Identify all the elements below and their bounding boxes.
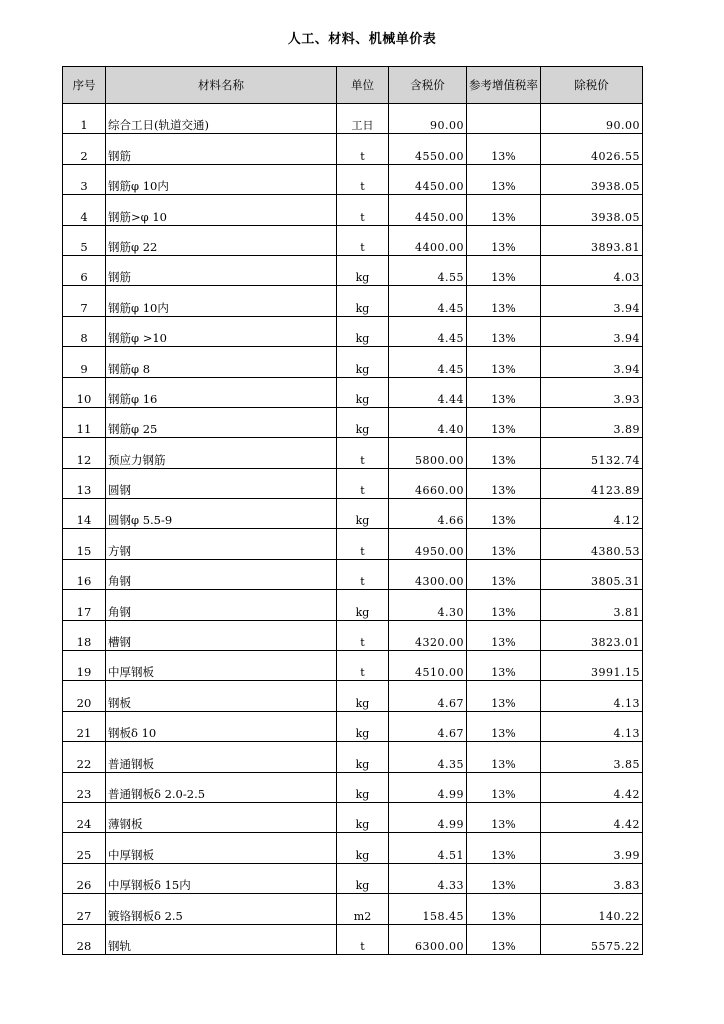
- cell-price-tax: 4660.00: [389, 468, 467, 498]
- cell-vat-rate: 13%: [467, 225, 541, 255]
- header-row: [63, 67, 643, 104]
- cell-price-ex: 4.42: [541, 802, 643, 832]
- cell-unit: t: [337, 438, 389, 468]
- cell-no: 26: [63, 863, 106, 893]
- table-row: [63, 407, 643, 437]
- cell-price-ex: 4.03: [541, 255, 643, 285]
- cell-name: 钢筋: [106, 134, 337, 164]
- cell-no: 28: [63, 924, 106, 954]
- cell-unit: t: [337, 164, 389, 194]
- cell-unit: kg: [337, 772, 389, 802]
- cell-no: 27: [63, 894, 106, 924]
- cell-vat-rate: 13%: [467, 164, 541, 194]
- table-row: [63, 255, 643, 285]
- table-row: [63, 620, 643, 650]
- cell-vat-rate: 13%: [467, 651, 541, 681]
- table-row: [63, 529, 643, 559]
- table-row: [63, 894, 643, 924]
- table-row: [63, 772, 643, 802]
- cell-price-ex: 3.81: [541, 590, 643, 620]
- cell-price-ex: 3991.15: [541, 651, 643, 681]
- cell-unit: kg: [337, 711, 389, 741]
- cell-price-tax: 4.35: [389, 742, 467, 772]
- cell-name: 圆钢: [106, 468, 337, 498]
- cell-price-tax: 4950.00: [389, 529, 467, 559]
- cell-price-tax: 4.40: [389, 407, 467, 437]
- cell-vat-rate: 13%: [467, 681, 541, 711]
- cell-name: 钢筋φ 22: [106, 225, 337, 255]
- cell-price-ex: 4.12: [541, 499, 643, 529]
- cell-price-ex: 5575.22: [541, 924, 643, 954]
- cell-price-tax: 90.00: [389, 104, 467, 134]
- cell-unit: t: [337, 620, 389, 650]
- cell-no: 24: [63, 802, 106, 832]
- cell-price-ex: 4123.89: [541, 468, 643, 498]
- cell-unit: t: [337, 924, 389, 954]
- cell-unit: kg: [337, 499, 389, 529]
- cell-no: 11: [63, 407, 106, 437]
- cell-name: 钢筋φ >10: [106, 316, 337, 346]
- cell-name: 钢轨: [106, 924, 337, 954]
- table-row: [63, 468, 643, 498]
- cell-vat-rate: 13%: [467, 863, 541, 893]
- cell-price-tax: 4400.00: [389, 225, 467, 255]
- cell-name: 方钢: [106, 529, 337, 559]
- cell-price-tax: 4.67: [389, 681, 467, 711]
- cell-name: 中厚钢板δ 15内: [106, 863, 337, 893]
- cell-name: 普通钢板: [106, 742, 337, 772]
- cell-vat-rate: 13%: [467, 590, 541, 620]
- cell-name: 普通钢板δ 2.0-2.5: [106, 772, 337, 802]
- cell-price-ex: 4026.55: [541, 134, 643, 164]
- cell-price-ex: 3.99: [541, 833, 643, 863]
- cell-price-ex: 3.94: [541, 316, 643, 346]
- cell-price-ex: 3893.81: [541, 225, 643, 255]
- cell-name: 薄钢板: [106, 802, 337, 832]
- cell-price-ex: 3.94: [541, 347, 643, 377]
- cell-no: 6: [63, 255, 106, 285]
- cell-price-tax: 4510.00: [389, 651, 467, 681]
- cell-price-tax: 4.44: [389, 377, 467, 407]
- cell-unit: 工日: [337, 104, 389, 134]
- cell-vat-rate: 13%: [467, 255, 541, 285]
- cell-price-ex: 90.00: [541, 104, 643, 134]
- cell-price-tax: 4.67: [389, 711, 467, 741]
- cell-price-tax: 4.51: [389, 833, 467, 863]
- cell-name: 钢筋φ 16: [106, 377, 337, 407]
- cell-price-ex: 3.83: [541, 863, 643, 893]
- cell-unit: kg: [337, 742, 389, 772]
- cell-no: 15: [63, 529, 106, 559]
- cell-vat-rate: 13%: [467, 772, 541, 802]
- table-row: [63, 438, 643, 468]
- cell-name: 圆钢φ 5.5-9: [106, 499, 337, 529]
- cell-unit: kg: [337, 255, 389, 285]
- cell-no: 4: [63, 195, 106, 225]
- cell-no: 21: [63, 711, 106, 741]
- cell-vat-rate: 13%: [467, 802, 541, 832]
- cell-name: 钢筋>φ 10: [106, 195, 337, 225]
- header-price-tax: 含税价: [389, 67, 467, 104]
- cell-no: 8: [63, 316, 106, 346]
- cell-unit: t: [337, 529, 389, 559]
- table-row: [63, 711, 643, 741]
- table-row: [63, 924, 643, 954]
- cell-price-tax: 4450.00: [389, 195, 467, 225]
- cell-no: 2: [63, 134, 106, 164]
- cell-vat-rate: 13%: [467, 316, 541, 346]
- cell-unit: kg: [337, 377, 389, 407]
- cell-price-tax: 4.33: [389, 863, 467, 893]
- cell-price-ex: 3.85: [541, 742, 643, 772]
- cell-unit: t: [337, 651, 389, 681]
- cell-price-tax: 5800.00: [389, 438, 467, 468]
- cell-no: 12: [63, 438, 106, 468]
- cell-name: 预应力钢筋: [106, 438, 337, 468]
- cell-no: 23: [63, 772, 106, 802]
- cell-price-ex: 3938.05: [541, 195, 643, 225]
- cell-no: 17: [63, 590, 106, 620]
- table-row: [63, 499, 643, 529]
- cell-name: 槽钢: [106, 620, 337, 650]
- cell-price-tax: 4550.00: [389, 134, 467, 164]
- cell-price-ex: 3805.31: [541, 559, 643, 589]
- cell-price-tax: 4.66: [389, 499, 467, 529]
- cell-no: 16: [63, 559, 106, 589]
- cell-price-ex: 4.13: [541, 711, 643, 741]
- cell-no: 18: [63, 620, 106, 650]
- cell-no: 25: [63, 833, 106, 863]
- cell-price-tax: 4.55: [389, 255, 467, 285]
- cell-price-tax: 4.45: [389, 286, 467, 316]
- cell-price-tax: 4.45: [389, 316, 467, 346]
- cell-price-ex: 3.89: [541, 407, 643, 437]
- cell-vat-rate: 13%: [467, 468, 541, 498]
- cell-name: 钢筋φ 10内: [106, 286, 337, 316]
- cell-no: 1: [63, 104, 106, 134]
- cell-price-ex: 5132.74: [541, 438, 643, 468]
- header-price-ex: 除税价: [541, 67, 643, 104]
- cell-vat-rate: 13%: [467, 894, 541, 924]
- cell-price-tax: 4.45: [389, 347, 467, 377]
- cell-unit: kg: [337, 802, 389, 832]
- table-row: [63, 195, 643, 225]
- cell-vat-rate: 13%: [467, 195, 541, 225]
- cell-no: 19: [63, 651, 106, 681]
- cell-name: 钢筋φ 10内: [106, 164, 337, 194]
- cell-price-tax: 6300.00: [389, 924, 467, 954]
- table-row: [63, 104, 643, 134]
- table-row: [63, 833, 643, 863]
- cell-price-ex: 3.93: [541, 377, 643, 407]
- cell-name: 角钢: [106, 590, 337, 620]
- cell-no: 22: [63, 742, 106, 772]
- cell-no: 14: [63, 499, 106, 529]
- cell-no: 5: [63, 225, 106, 255]
- table-row: [63, 590, 643, 620]
- header-no: 序号: [63, 67, 106, 104]
- cell-vat-rate: 13%: [467, 833, 541, 863]
- cell-unit: t: [337, 134, 389, 164]
- cell-price-tax: 4.99: [389, 772, 467, 802]
- cell-unit: m2: [337, 894, 389, 924]
- cell-name: 钢筋: [106, 255, 337, 285]
- cell-no: 9: [63, 347, 106, 377]
- table-row: [63, 286, 643, 316]
- cell-name: 钢板δ 10: [106, 711, 337, 741]
- table-row: [63, 559, 643, 589]
- cell-unit: kg: [337, 347, 389, 377]
- cell-price-tax: 158.45: [389, 894, 467, 924]
- cell-name: 钢筋φ 8: [106, 347, 337, 377]
- cell-name: 中厚钢板: [106, 651, 337, 681]
- cell-name: 综合工日(轨道交通): [106, 104, 337, 134]
- cell-price-ex: 4.13: [541, 681, 643, 711]
- cell-price-ex: 3938.05: [541, 164, 643, 194]
- cell-vat-rate: 13%: [467, 286, 541, 316]
- table-row: [63, 681, 643, 711]
- cell-vat-rate: 13%: [467, 438, 541, 468]
- cell-no: 7: [63, 286, 106, 316]
- cell-vat-rate: 13%: [467, 407, 541, 437]
- cell-no: 20: [63, 681, 106, 711]
- cell-unit: t: [337, 225, 389, 255]
- cell-vat-rate: [467, 104, 541, 134]
- table-row: [63, 802, 643, 832]
- cell-vat-rate: 13%: [467, 347, 541, 377]
- cell-price-tax: 4320.00: [389, 620, 467, 650]
- cell-name: 角钢: [106, 559, 337, 589]
- table-row: [63, 377, 643, 407]
- cell-price-ex: 140.22: [541, 894, 643, 924]
- cell-unit: kg: [337, 681, 389, 711]
- table-row: [63, 742, 643, 772]
- table-row: [63, 651, 643, 681]
- price-table: [62, 66, 643, 955]
- header-name: 材料名称: [106, 67, 337, 104]
- cell-unit: t: [337, 559, 389, 589]
- header-unit: 单位: [337, 67, 389, 104]
- table-row: [63, 347, 643, 377]
- cell-unit: t: [337, 468, 389, 498]
- cell-vat-rate: 13%: [467, 620, 541, 650]
- cell-vat-rate: 13%: [467, 924, 541, 954]
- cell-price-ex: 3823.01: [541, 620, 643, 650]
- cell-price-ex: 3.94: [541, 286, 643, 316]
- cell-vat-rate: 13%: [467, 499, 541, 529]
- cell-name: 钢筋φ 25: [106, 407, 337, 437]
- table-row: [63, 316, 643, 346]
- table-row: [63, 164, 643, 194]
- cell-price-tax: 4.30: [389, 590, 467, 620]
- cell-vat-rate: 13%: [467, 529, 541, 559]
- cell-unit: t: [337, 195, 389, 225]
- cell-name: 中厚钢板: [106, 833, 337, 863]
- cell-name: 钢板: [106, 681, 337, 711]
- table-row: [63, 863, 643, 893]
- cell-price-ex: 4380.53: [541, 529, 643, 559]
- cell-price-tax: 4300.00: [389, 559, 467, 589]
- cell-no: 13: [63, 468, 106, 498]
- cell-unit: kg: [337, 590, 389, 620]
- page-title: 人工、材料、机械单价表: [287, 32, 437, 47]
- cell-unit: kg: [337, 286, 389, 316]
- table-row: [63, 225, 643, 255]
- cell-price-tax: 4.99: [389, 802, 467, 832]
- cell-unit: kg: [337, 863, 389, 893]
- cell-vat-rate: 13%: [467, 559, 541, 589]
- cell-no: 3: [63, 164, 106, 194]
- cell-vat-rate: 13%: [467, 711, 541, 741]
- cell-vat-rate: 13%: [467, 134, 541, 164]
- cell-unit: kg: [337, 407, 389, 437]
- cell-unit: kg: [337, 833, 389, 863]
- cell-name: 镀铬钢板δ 2.5: [106, 894, 337, 924]
- cell-vat-rate: 13%: [467, 377, 541, 407]
- header-vat-rate: 参考增值税率: [467, 67, 541, 104]
- cell-unit: kg: [337, 316, 389, 346]
- table-row: [63, 134, 643, 164]
- cell-vat-rate: 13%: [467, 742, 541, 772]
- cell-price-ex: 4.42: [541, 772, 643, 802]
- cell-no: 10: [63, 377, 106, 407]
- cell-price-tax: 4450.00: [389, 164, 467, 194]
